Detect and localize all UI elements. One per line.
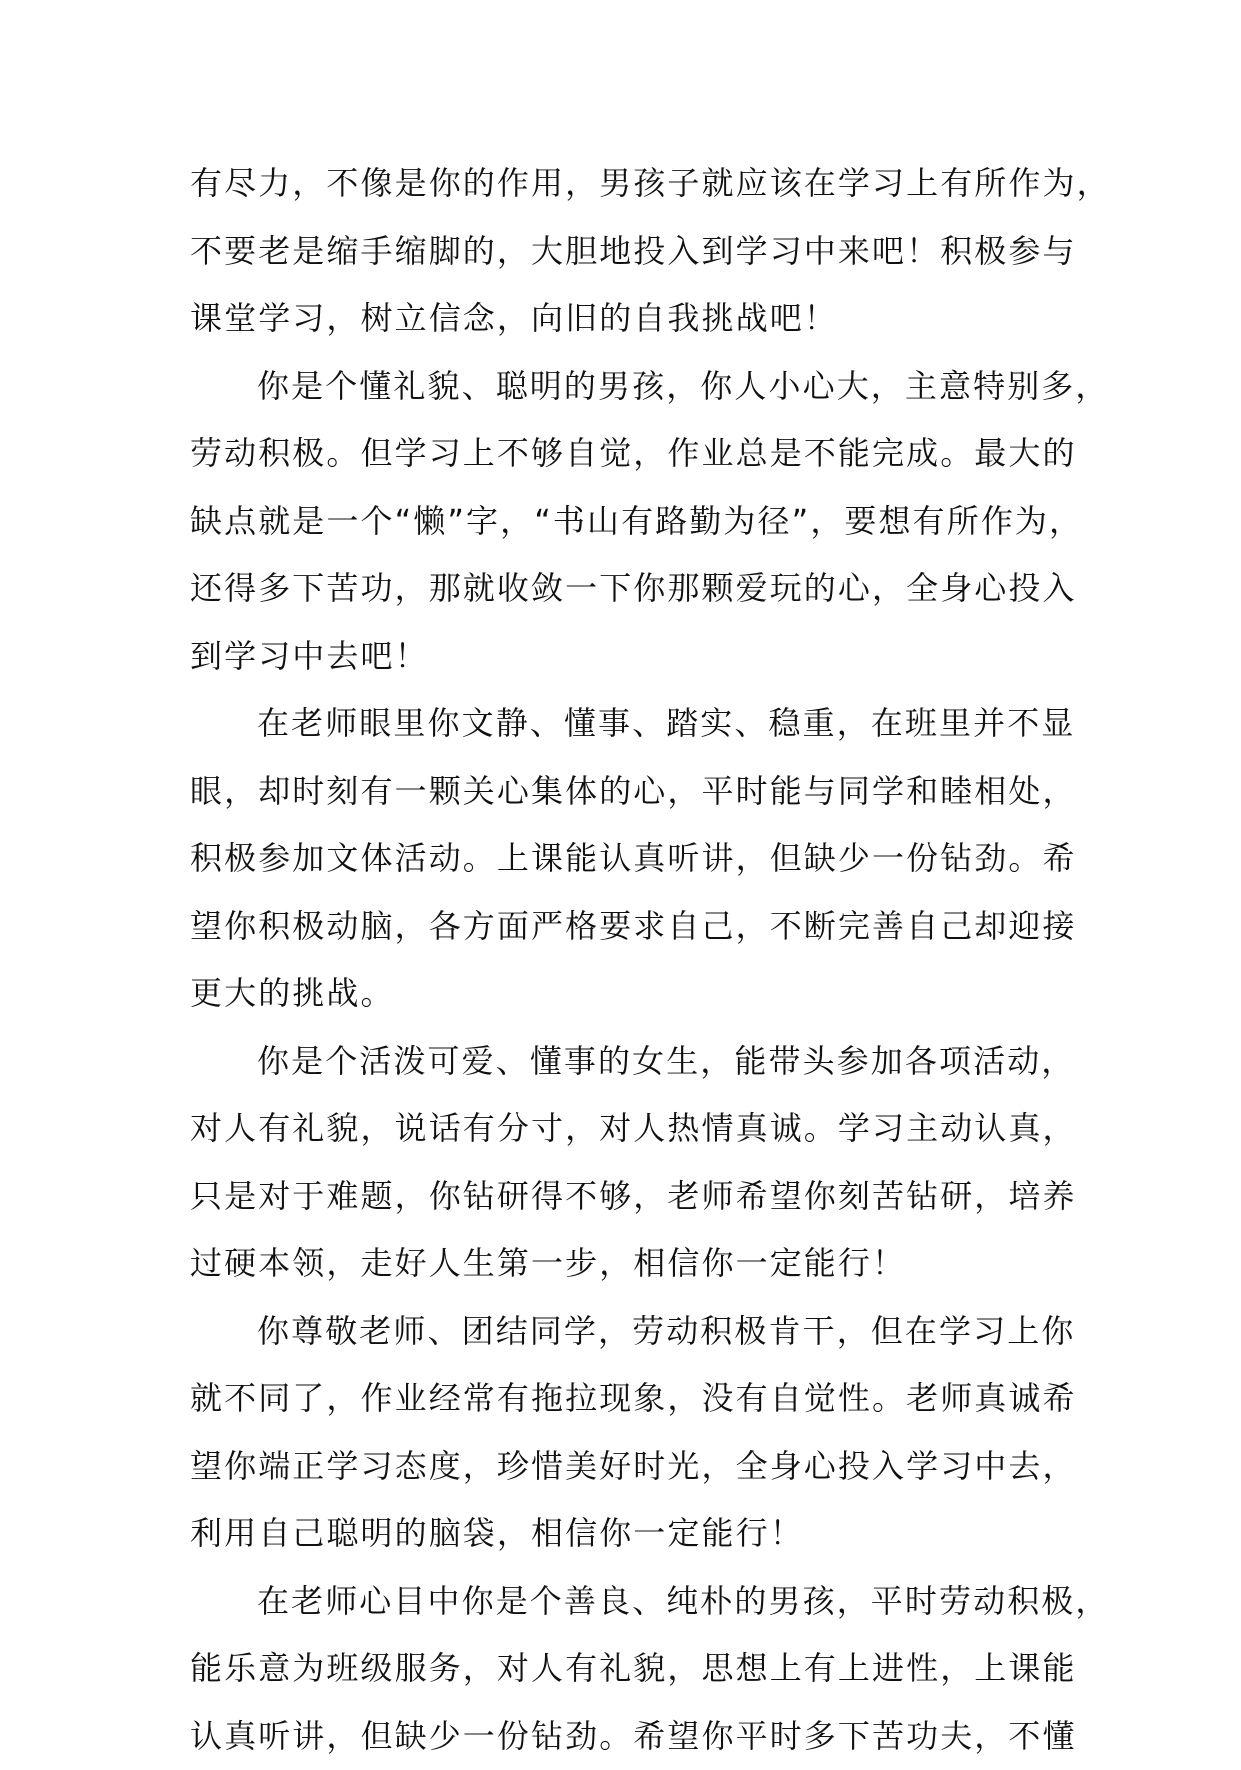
text-line: 还得多下苦功，那就收敛一下你那颗爱玩的心，全身心投入 [190, 555, 1060, 623]
text-line: 过硬本领，走好人生第一步，相信你一定能行！ [190, 1230, 1060, 1298]
text-line: 积极参加文体活动。上课能认真听讲，但缺少一份钻劲。希 [190, 825, 1060, 893]
text-line: 不要老是缩手缩脚的，大胆地投入到学习中来吧！积极参与 [190, 218, 1060, 286]
text-line: 更大的挑战。 [190, 960, 1060, 1028]
paragraph-first-line: 你是个活泼可爱、懂事的女生，能带头参加各项活动， [190, 1028, 1060, 1096]
text-line: 到学习中去吧！ [190, 623, 1060, 691]
text-line: 认真听讲，但缺少一份钻劲。希望你平时多下苦功夫，不懂 [190, 1703, 1060, 1770]
text-line: 望你端正学习态度，珍惜美好时光，全身心投入学习中去， [190, 1433, 1060, 1501]
paragraph-first-line: 你是个懂礼貌、聪明的男孩，你人小心大，主意特别多， [190, 353, 1060, 421]
text-line: 望你积极动脑，各方面严格要求自己，不断完善自己却迎接 [190, 893, 1060, 961]
paragraph-first-line: 在老师眼里你文静、懂事、踏实、稳重，在班里并不显 [190, 690, 1060, 758]
text-line: 能乐意为班级服务，对人有礼貌，思想上有上进性，上课能 [190, 1635, 1060, 1703]
paragraph-first-line: 你尊敬老师、团结同学，劳动积极肯干，但在学习上你 [190, 1298, 1060, 1366]
text-line: 课堂学习，树立信念，向旧的自我挑战吧！ [190, 285, 1060, 353]
paragraph-first-line: 在老师心目中你是个善良、纯朴的男孩，平时劳动积极， [190, 1568, 1060, 1636]
text-line: 劳动积极。但学习上不够自觉，作业总是不能完成。最大的 [190, 420, 1060, 488]
text-line: 有尽力，不像是你的作用，男孩子就应该在学习上有所作为， [190, 150, 1060, 218]
text-line: 利用自己聪明的脑袋，相信你一定能行！ [190, 1500, 1060, 1568]
text-line: 就不同了，作业经常有拖拉现象，没有自觉性。老师真诚希 [190, 1365, 1060, 1433]
text-line: 只是对于难题，你钻研得不够，老师希望你刻苦钻研，培养 [190, 1163, 1060, 1231]
text-line: 对人有礼貌，说话有分寸，对人热情真诚。学习主动认真， [190, 1095, 1060, 1163]
document-body [190, 150, 1060, 1770]
text-line: 缺点就是一个“懒”字，“书山有路勤为径”，要想有所作为， [190, 488, 1060, 556]
text-line: 眼，却时刻有一颗关心集体的心，平时能与同学和睦相处， [190, 758, 1060, 826]
